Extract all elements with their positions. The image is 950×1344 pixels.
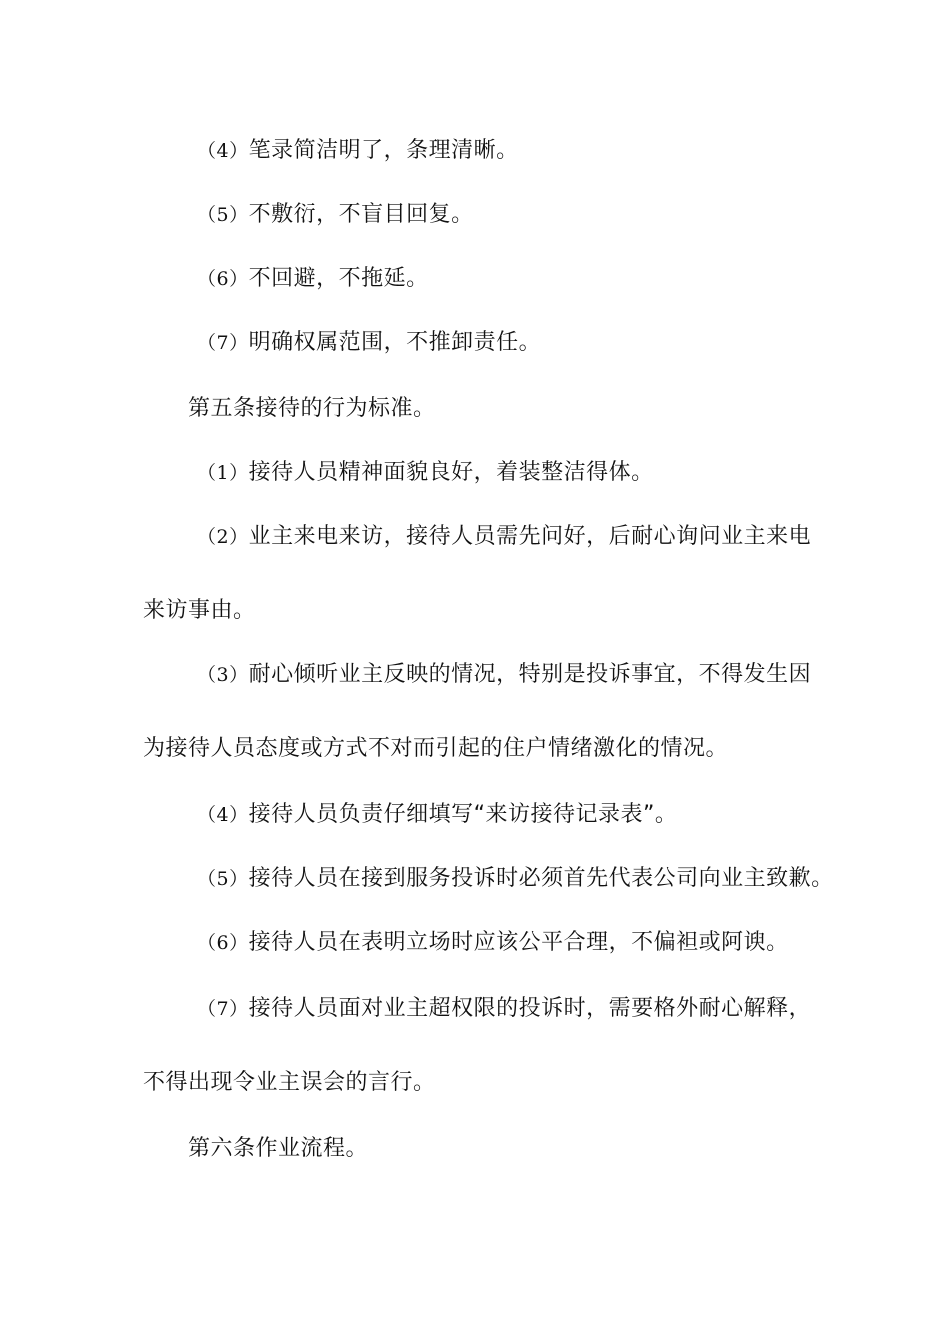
section-heading (188, 1134, 368, 1164)
item-number: （5） (197, 204, 249, 226)
list-item (197, 200, 474, 230)
item-text: 不敷衍，不盲目回复。 (248, 202, 474, 227)
list-item (197, 522, 811, 552)
list-item (197, 328, 541, 358)
item-text: 来访事由。 (143, 598, 256, 623)
item-text: 接待人员负责仔细填写“来访接待记录表”。 (248, 802, 678, 827)
list-item (197, 264, 429, 294)
item-number: （6） (197, 268, 249, 290)
heading-text: 第六条作业流程。 (188, 1136, 369, 1161)
item-text: 为接待人员态度或方式不对而引起的住户情绪激化的情况。 (143, 736, 729, 761)
item-text: 耐心倾听业主反映的情况，特别是投诉事宜，不得发生因 (248, 662, 812, 687)
list-item (197, 864, 834, 894)
item-number: （5） (197, 868, 249, 890)
section-heading (188, 394, 436, 424)
item-text: 接待人员面对业主超权限的投诉时，需要格外耐心解释， (248, 996, 812, 1021)
list-item (197, 458, 654, 488)
item-text: 不回避，不拖延。 (248, 266, 429, 291)
item-text: 接待人员在表明立场时应该公平合理，不偏袒或阿谀。 (248, 930, 789, 955)
list-item (197, 994, 811, 1024)
continuation-line (143, 596, 256, 626)
item-text: 业主来电来访，接待人员需先问好，后耐心询问业主来电 (248, 524, 812, 549)
item-text: 接待人员在接到服务投诉时必须首先代表公司向业主致歉。 (248, 866, 834, 891)
item-number: （6） (197, 932, 249, 954)
continuation-line (143, 1068, 436, 1098)
item-number: （4） (197, 140, 249, 162)
item-number: （2） (197, 526, 249, 548)
item-number: （1） (197, 462, 249, 484)
list-item (197, 928, 789, 958)
item-text: 笔录简洁明了，条理清晰。 (248, 138, 519, 163)
list-item (197, 136, 519, 166)
item-number: （4） (197, 804, 249, 826)
item-text: 不得出现令业主误会的言行。 (143, 1070, 436, 1095)
continuation-line (143, 734, 728, 764)
list-item (197, 660, 811, 690)
list-item (197, 800, 677, 830)
item-text: 明确权属范围，不推卸责任。 (248, 330, 542, 355)
item-number: （3） (197, 664, 249, 686)
item-text: 接待人员精神面貌良好，着装整洁得体。 (248, 460, 654, 485)
heading-text: 第五条接待的行为标准。 (188, 396, 436, 421)
item-number: （7） (197, 998, 249, 1020)
item-number: （7） (197, 332, 249, 354)
